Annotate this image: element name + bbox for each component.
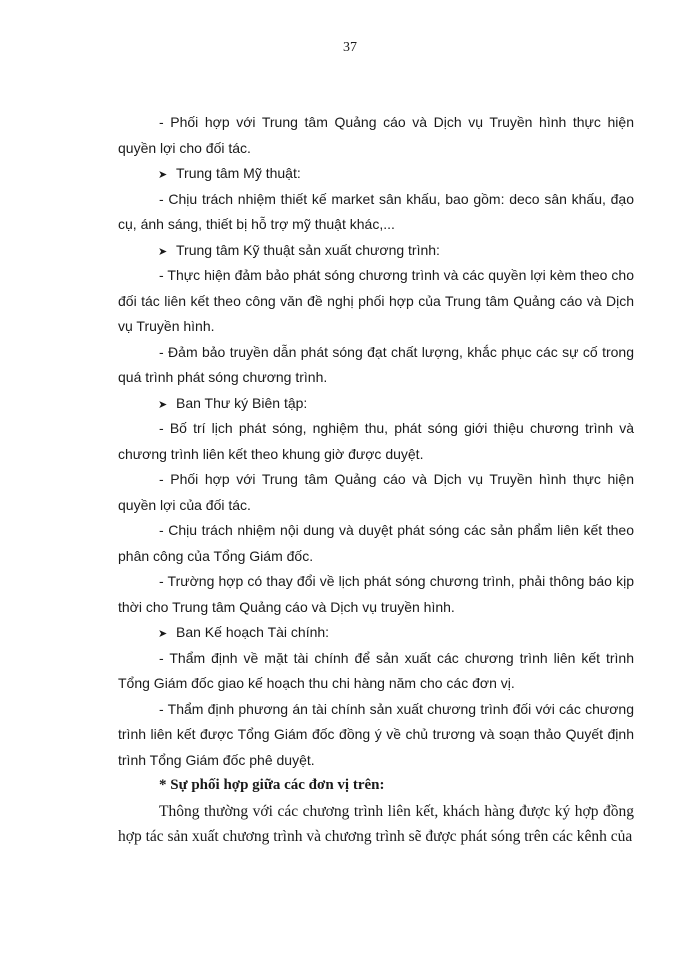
text-line-content: cụ, ánh sáng, thiết bị hỗ trợ mỹ thuật khác,... xyxy=(118,216,395,232)
arrow-bullet-icon: ➤ xyxy=(158,169,168,181)
paragraph xyxy=(118,263,634,340)
section-heading xyxy=(118,773,634,799)
text-line-content: quá trình phát sóng chương trình. xyxy=(118,369,328,385)
text-line xyxy=(118,136,634,162)
text-line-content: - Thẩm định phương án tài chính sản xuất chương trình đối với các chương xyxy=(159,700,634,717)
text-line-content: trình liên kết được Tổng Giám đốc đồng ý về chủ trương và soạn thảo Quyết định xyxy=(118,726,634,742)
bullet-heading xyxy=(118,391,634,417)
text-line xyxy=(118,391,634,417)
text-line xyxy=(118,314,634,340)
text-line xyxy=(118,646,634,672)
text-line-content: quyền lợi cho đối tác. xyxy=(118,139,251,156)
bullet-heading xyxy=(118,620,634,646)
arrow-bullet-icon: ➤ xyxy=(158,628,168,640)
text-line xyxy=(118,365,634,391)
text-line-content: Ban Thư ký Biên tập: xyxy=(176,394,308,411)
text-line-content: - Thực hiện đảm bảo phát sóng chương trình và các quyền lợi kèm theo cho xyxy=(159,267,634,283)
text-line xyxy=(118,544,634,570)
text-line xyxy=(118,824,634,850)
text-line-content: - Bố trí lịch phát sóng, nghiệm thu, phát sóng giới thiệu chương trình và xyxy=(159,420,634,436)
text-line xyxy=(118,620,634,646)
text-line-content: - Phối hợp với Trung tâm Quảng cáo và Dịch vụ Truyền hình thực hiện xyxy=(159,114,634,130)
paragraph xyxy=(118,646,634,697)
bullet-heading xyxy=(118,238,634,264)
paragraph xyxy=(118,416,634,467)
text-line xyxy=(118,467,634,493)
paragraph xyxy=(118,799,634,850)
text-line-content: * Sự phối hợp giữa các đơn vị trên: xyxy=(159,777,385,793)
text-line-content: Tổng Giám đốc giao kế hoạch thu chi hàng năm cho các đơn vị. xyxy=(118,675,515,691)
text-line-content: phân công của Tổng Giám đốc. xyxy=(118,547,314,564)
paragraph xyxy=(118,569,634,620)
text-line-content: - Đảm bảo truyền dẫn phát sóng đạt chất lượng, khắc phục các sự cố trong xyxy=(159,343,634,360)
text-line-content: thời cho Trung tâm Quảng cáo và Dịch vụ truyền hình. xyxy=(118,598,455,615)
text-line-content: - Phối hợp với Trung tâm Quảng cáo và Dịch vụ Truyền hình thực hiện xyxy=(159,471,634,487)
text-line-content: - Trường hợp có thay đổi về lịch phát sóng chương trình, phải thông báo kịp xyxy=(159,573,634,589)
page-number: 37 xyxy=(343,40,357,55)
text-line-content: - Thẩm định về mặt tài chính để sản xuất các chương trình liên kết trình xyxy=(159,649,634,666)
text-line xyxy=(118,442,634,468)
document-body xyxy=(118,110,634,850)
arrow-bullet-icon: ➤ xyxy=(158,245,168,258)
text-line-content: hợp tác sản xuất chương trình và chương trình sẽ được phát sóng trên các kênh của xyxy=(118,828,633,845)
paragraph xyxy=(118,340,634,391)
paragraph xyxy=(118,697,634,774)
text-line xyxy=(118,697,634,723)
text-line-content: - Chịu trách nhiệm thiết kế market sân khấu, bao gồm: deco sân khấu, đạo xyxy=(159,190,634,207)
text-line xyxy=(118,416,634,442)
text-line-content: vụ Truyền hình. xyxy=(118,318,215,334)
text-line xyxy=(118,799,634,825)
text-line xyxy=(118,187,634,213)
paragraph xyxy=(118,110,634,161)
text-line-content: Trung tâm Mỹ thuật: xyxy=(176,165,301,181)
text-line-content: - Chịu trách nhiệm nội dung và duyệt phát sóng các sản phẩm liên kết theo xyxy=(159,522,634,538)
text-line-content: Thông thường với các chương trình liên kết, khách hàng được ký hợp đồng xyxy=(159,802,634,820)
arrow-bullet-icon: ➤ xyxy=(158,398,168,411)
text-line-content: chương trình liên kết theo khung giờ được duyệt. xyxy=(118,445,424,462)
paragraph xyxy=(118,467,634,518)
text-line xyxy=(118,722,634,748)
text-line xyxy=(118,238,634,264)
text-line-content: đối tác liên kết theo công văn đề nghị phối hợp của Trung tâm Quảng cáo và Dịch xyxy=(118,292,634,309)
text-line xyxy=(118,161,634,187)
text-line xyxy=(118,289,634,315)
paragraph xyxy=(118,187,634,238)
text-line xyxy=(118,569,634,595)
text-line-content: quyền lợi của đối tác. xyxy=(118,496,251,513)
paragraph xyxy=(118,518,634,569)
text-line xyxy=(118,110,634,136)
text-line xyxy=(118,340,634,366)
text-line xyxy=(118,773,634,799)
text-line-content: trình Tổng Giám đốc phê duyệt. xyxy=(118,751,315,768)
text-line xyxy=(118,671,634,697)
text-line xyxy=(118,212,634,238)
text-line xyxy=(118,595,634,621)
text-line xyxy=(118,263,634,289)
text-line xyxy=(118,748,634,774)
text-line-content: Trung tâm Kỹ thuật sản xuất chương trình: xyxy=(176,241,440,258)
text-line-content: Ban Kế hoạch Tài chính: xyxy=(176,624,330,640)
bullet-heading xyxy=(118,161,634,187)
text-line xyxy=(118,518,634,544)
text-line xyxy=(118,493,634,519)
